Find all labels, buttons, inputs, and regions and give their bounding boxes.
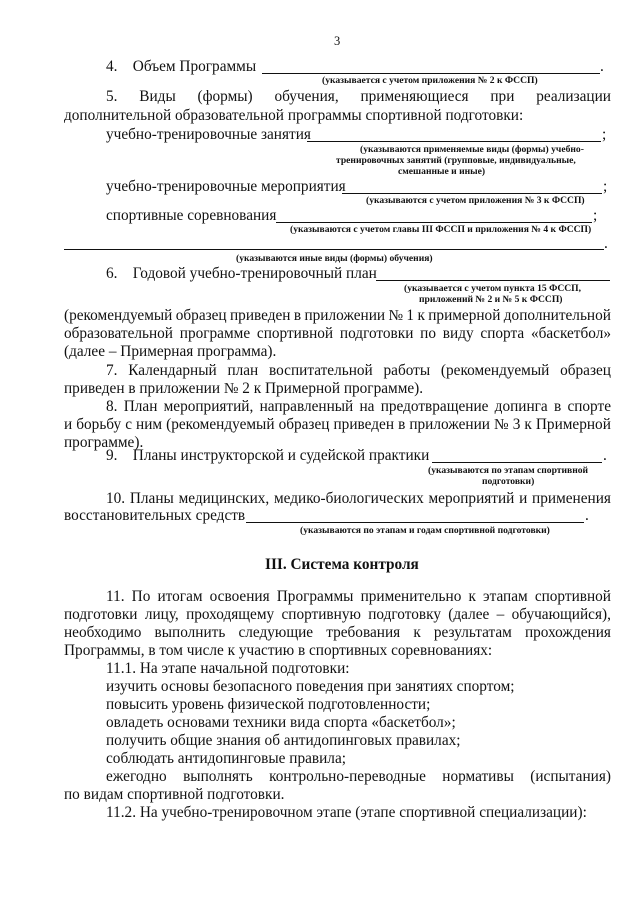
item-7-line-2: приведен в приложении № 2 к Примерной программе).: [64, 380, 424, 397]
list-item: получить общие знания об антидопинговых правилах;: [106, 732, 461, 749]
item-8-line-3: программе).: [64, 434, 144, 451]
item-10-hint: (указываются по этапам и годам спортивной подготовки): [300, 525, 550, 536]
training-sessions-semicolon: ;: [602, 126, 607, 143]
item-8-line-2: и борьбу с ним (рекомендуемый образец приведен в приложении № 3 к Примерной: [64, 416, 611, 433]
page-number: 3: [334, 34, 341, 48]
item-9-hint-1: (указываются по этапам спортивной: [428, 465, 589, 476]
item-9-period: .: [603, 447, 607, 464]
list-item-last-line-2: по видам спортивной подготовки.: [64, 786, 285, 803]
training-sessions-fill-line: [307, 141, 601, 142]
item-6-hint-2: приложений № 2 и № 5 к ФССП): [419, 294, 563, 305]
other-forms-hint: (указываются иные виды (формы) обучения): [236, 253, 433, 264]
item-9-label: 9. Планы инструкторской и судейской практики: [106, 447, 430, 464]
item-10-period: .: [585, 507, 589, 524]
training-events-fill-line: [342, 193, 602, 194]
item-8-line-1: 8. План мероприятий, направленный на предотвращение допинга в спорте: [106, 398, 611, 415]
competitions-fill-line: [276, 222, 592, 223]
item-6-line-2: образовательной программе спортивной подготовки по виду спорта «баскетбол»: [64, 325, 611, 342]
competitions-hint: (указываются с учетом главы III ФССП и приложения № 4 к ФССП): [290, 224, 592, 235]
item-6-line-1: (рекомендуемый образец приведен в приложении № 1 к примерной дополнительной: [64, 307, 611, 324]
item-6-label: 6. Годовой учебно-тренировочный план: [106, 265, 377, 282]
competitions-semicolon: ;: [593, 207, 598, 224]
list-item-last-line-1: ежегодно выполнять контрольно-переводные нормативы (испытания): [106, 768, 611, 785]
training-sessions-hint-3: смешанные и иные): [398, 166, 486, 177]
item-9-fill-line: [432, 462, 602, 463]
training-events-hint: (указываются с учетом приложения № 3 к ФССП): [366, 195, 585, 206]
training-sessions-hint-1: (указываются применяемые виды (формы) учебно-: [360, 144, 584, 155]
training-sessions-label: учебно-тренировочные занятия: [106, 126, 311, 143]
item-4-period: .: [600, 58, 604, 75]
list-item: повысить уровень физической подготовленности;: [106, 696, 431, 713]
other-forms-fill-line: [64, 249, 604, 250]
paragraph-11-2: 11.2. На учебно-тренировочном этапе (этапе спортивной специализации):: [106, 804, 587, 821]
item-6-fill-line: [376, 280, 610, 281]
item-4-hint: (указывается с учетом приложения № 2 к ФССП): [322, 75, 538, 86]
item-10-fill-line: [246, 522, 584, 523]
training-events-semicolon: ;: [603, 178, 608, 195]
list-item: соблюдать антидопинговые правила;: [106, 750, 346, 767]
list-item: изучить основы безопасного поведения при занятиях спортом;: [106, 678, 515, 695]
item-10-line-2: восстановительных средств: [64, 507, 246, 524]
other-forms-period: .: [604, 235, 608, 252]
paragraph-11-line-4: Программы, в том числе к участию в спортивных соревнованиях:: [64, 642, 493, 659]
item-6-hint-1: (указывается с учетом пункта 15 ФССП,: [404, 283, 582, 294]
paragraph-11-1: 11.1. На этапе начальной подготовки:: [106, 660, 350, 677]
item-7-line-1: 7. Календарный план воспитательной работы (рекомендуемый образец: [106, 362, 611, 379]
list-item: овладеть основами техники вида спорта «баскетбол»;: [106, 714, 456, 731]
item-5-line-2: дополнительной образовательной программы спортивной подготовки:: [64, 107, 524, 124]
paragraph-11-line-3: необходимо выполнить следующие требования к результатам прохождения: [64, 624, 611, 641]
training-sessions-hint-2: тренировочных занятий (групповые, индивидуальные,: [336, 155, 576, 166]
item-10-line-1: 10. Планы медицинских, медико-биологических мероприятий и применения: [106, 490, 611, 507]
item-5-line-1: 5. Виды (формы) обучения, применяющиеся при реализации: [106, 88, 611, 105]
section-3-heading: III. Система контроля: [265, 556, 419, 573]
training-events-label: учебно-тренировочные мероприятия: [106, 178, 346, 195]
paragraph-11-line-1: 11. По итогам освоения Программы применительно к этапам спортивной: [106, 588, 611, 605]
paragraph-11-line-2: подготовки лицу, проходящему спортивную подготовку (далее – обучающийся),: [64, 606, 611, 623]
item-4-fill-line: [262, 73, 600, 74]
item-9-hint-2: подготовки): [482, 476, 535, 487]
item-6-line-3: (далее – Примерная программа).: [64, 343, 277, 360]
item-4-label: 4. Объем Программы: [106, 58, 257, 75]
competitions-label: спортивные соревнования: [106, 207, 277, 224]
